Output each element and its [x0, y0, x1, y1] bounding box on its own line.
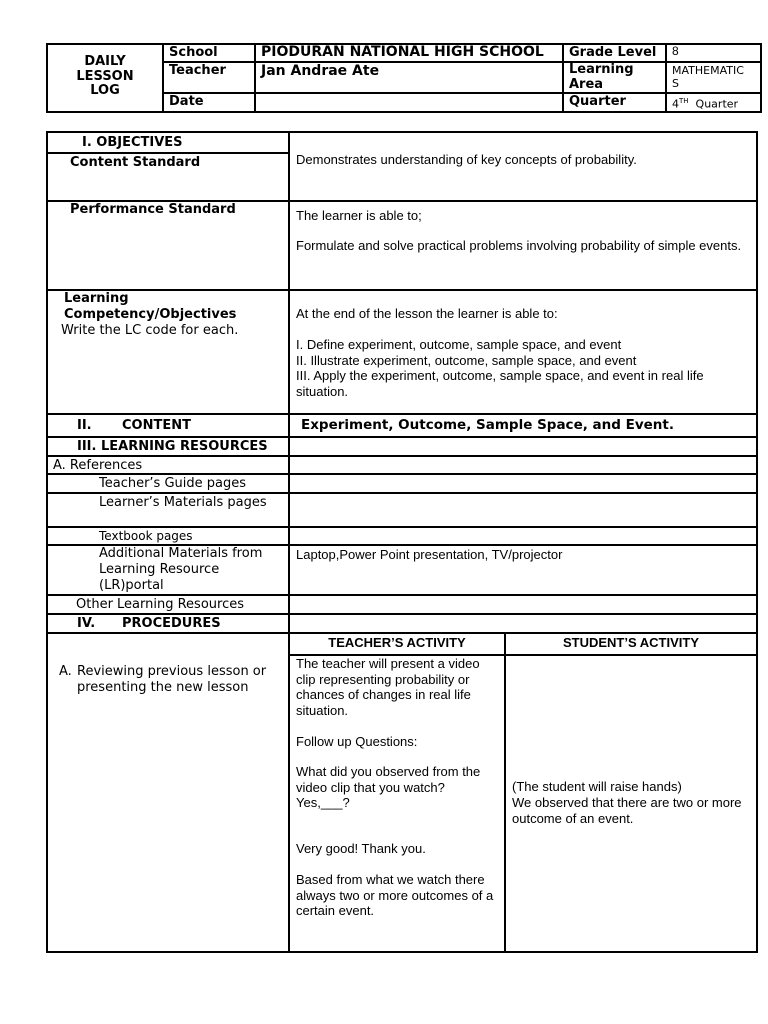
competency-items	[296, 337, 751, 399]
competency-note: Write the LC code for each.	[61, 323, 239, 338]
teachers-activity-header: TEACHER’S ACTIVITY	[328, 635, 466, 650]
step-a-marker: A.	[59, 664, 72, 679]
performance-standard-label: Performance Standard	[70, 202, 236, 217]
textbook-label: Textbook pages	[99, 529, 193, 543]
student-activity-p2: We observed that there are two or more outcome of an event.	[512, 795, 742, 826]
teacher-activity-p2: Follow up Questions:	[296, 734, 418, 749]
content-value: Experiment, Outcome, Sample Space, and Event.	[301, 417, 675, 433]
teacher-activity-p5: Based from what we watch there always two or more outcomes of a certain event.	[296, 872, 494, 918]
learners-materials-label: Learner’s Materials pages	[99, 495, 267, 510]
references-label: A. References	[53, 458, 143, 473]
procedures-heading: PROCEDURES	[122, 616, 221, 631]
content-label-number: II.	[77, 418, 92, 433]
learning-area-label: Learning Area	[569, 62, 634, 92]
objectives-heading: I. OBJECTIVES	[82, 135, 183, 150]
students-activity-header: STUDENT’S ACTIVITY	[562, 635, 700, 650]
competency-label-line2: Competency/Objectives	[64, 307, 237, 322]
other-resources-label: Other Learning Resources	[76, 597, 245, 612]
teacher-activity-p3b: Yes,___?	[296, 795, 350, 810]
content-standard-text: Demonstrates understanding of key concepts of probability.	[296, 152, 637, 167]
competency-item: I. Define experiment, outcome, sample space, and event	[296, 337, 622, 352]
teacher-activity-p1: The teacher will present a video clip representing probability or chances of changes in real life situation.	[296, 656, 480, 718]
header-table	[46, 43, 762, 113]
teacher-label: Teacher	[169, 63, 226, 78]
procedures-label-number: IV.	[77, 616, 96, 631]
grade-level-label: Grade Level	[569, 45, 657, 60]
lesson-plan-table	[46, 131, 758, 953]
teacher-activity-p3: What did you observed from the video clip that you watch?	[296, 764, 481, 795]
learning-resources-heading: III. LEARNING RESOURCES	[77, 439, 268, 454]
teacher-activity-p4: Very good! Thank you.	[296, 841, 426, 856]
student-activity-p1: (The student will raise hands)	[512, 779, 682, 794]
competency-intro: At the end of the lesson the learner is able to:	[296, 306, 558, 321]
additional-materials-value: Laptop,Power Point presentation, TV/projector	[296, 547, 563, 562]
quarter-value: 4TH Quarter	[672, 97, 739, 111]
school-label: School	[169, 45, 218, 60]
teachers-guide-label: Teacher’s Guide pages	[99, 476, 247, 491]
competency-label-line1: Learning	[64, 291, 129, 306]
performance-standard-line2: Formulate and solve practical problems involving probability of simple events.	[296, 238, 742, 253]
quarter-label: Quarter	[569, 94, 626, 109]
learning-area-value: MATHEMATIC S	[672, 64, 744, 90]
performance-standard-line1: The learner is able to;	[296, 208, 422, 223]
date-label: Date	[169, 94, 204, 109]
content-label: CONTENT	[122, 418, 191, 433]
competency-item: II. Illustrate experiment, outcome, sample space, and event	[296, 352, 637, 368]
step-a-label: Reviewing previous lesson or presenting the new lesson	[77, 664, 267, 695]
competency-item: III. Apply the experiment, outcome, sample space, and event in real life situation.	[296, 368, 704, 399]
teacher-value: Jan Andrae Ate	[261, 63, 380, 79]
grade-level-value: 8	[672, 44, 679, 58]
additional-materials-label: Additional Materials from Learning Resource (LR)portal	[99, 546, 263, 593]
content-standard-label: Content Standard	[70, 155, 201, 170]
daily-lesson-log-title: DAILY LESSON LOG	[76, 54, 134, 98]
school-value: PIODURAN NATIONAL HIGH SCHOOL	[261, 44, 544, 60]
